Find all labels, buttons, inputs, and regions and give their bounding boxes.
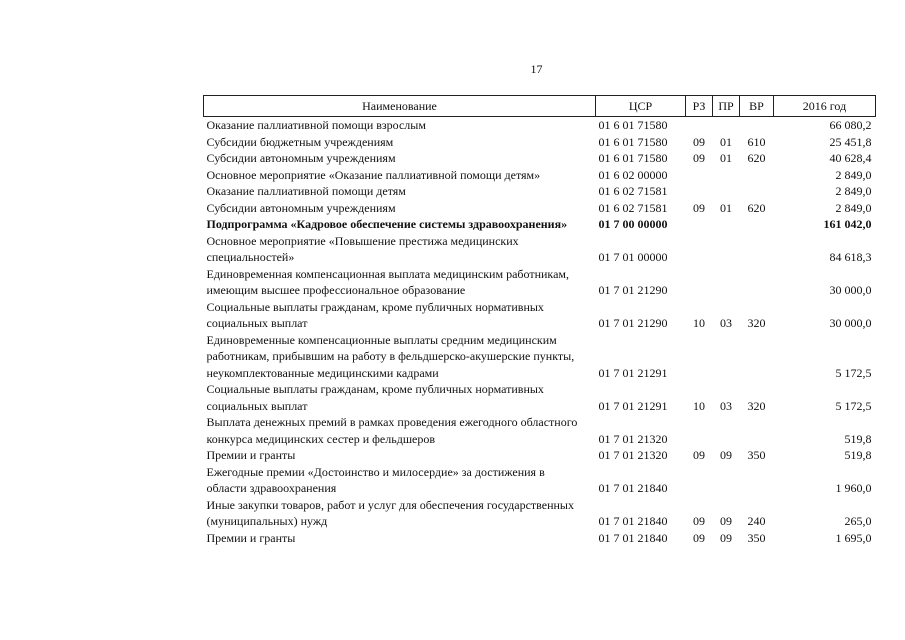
cell-csr: 01 6 01 71580 bbox=[598, 118, 668, 132]
cell-name: Основное мероприятие «Оказание паллиативной помощи детям» bbox=[206, 167, 541, 182]
cell-rz bbox=[686, 464, 713, 497]
cell-csr: 01 7 01 00000 bbox=[598, 250, 668, 264]
cell-name: Субсидии автономным учреждениям bbox=[206, 200, 396, 215]
cell-vr bbox=[740, 414, 774, 447]
cell-name: Выплата денежных премий в рамках проведения ежегодного областного конкурса медицинских сестер и фельдшеров bbox=[206, 415, 578, 446]
cell-pr: 03 bbox=[720, 316, 732, 330]
cell-csr: 01 7 01 21840 bbox=[598, 530, 668, 545]
cell-csr: 01 7 01 21840 bbox=[598, 481, 668, 495]
cell-vr bbox=[740, 332, 774, 382]
cell-pr: 01 bbox=[720, 200, 732, 215]
cell-rz: 09 bbox=[693, 151, 705, 165]
header-vr: ВР bbox=[740, 96, 774, 117]
table-body bbox=[204, 117, 876, 547]
table-row bbox=[204, 233, 876, 266]
header-year: 2016 год bbox=[774, 96, 876, 117]
cell-pr bbox=[713, 117, 740, 134]
header-pr: ПР bbox=[713, 96, 740, 117]
cell-vr bbox=[740, 183, 774, 200]
cell-csr: 01 7 01 21290 bbox=[598, 283, 668, 297]
cell-rz: 09 bbox=[693, 200, 705, 215]
table-row bbox=[204, 299, 876, 332]
cell-amount: 2 849,0 bbox=[835, 167, 872, 182]
cell-name: Субсидии бюджетным учреждениям bbox=[206, 134, 394, 149]
cell-name: Социальные выплаты гражданам, кроме публичных нормативных социальных выплат bbox=[206, 299, 544, 330]
cell-amount: 25 451,8 bbox=[829, 134, 872, 149]
table-row bbox=[204, 332, 876, 382]
cell-rz: 09 bbox=[693, 134, 705, 149]
cell-rz: 09 bbox=[693, 530, 705, 545]
cell-rz bbox=[686, 216, 713, 233]
header-csr: ЦСР bbox=[596, 96, 686, 117]
cell-csr: 01 6 02 71581 bbox=[598, 184, 668, 198]
cell-pr bbox=[713, 414, 740, 447]
cell-rz bbox=[686, 266, 713, 299]
cell-name: Подпрограмма «Кадровое обеспечение системы здравоохранения» bbox=[206, 217, 568, 231]
cell-csr: 01 7 01 21320 bbox=[598, 448, 668, 462]
cell-vr bbox=[740, 216, 774, 233]
cell-pr: 01 bbox=[720, 134, 732, 149]
cell-vr bbox=[740, 167, 774, 184]
cell-rz: 09 bbox=[693, 448, 705, 462]
table-row bbox=[204, 381, 876, 414]
cell-vr: 350 bbox=[747, 448, 766, 462]
cell-amount: 519,8 bbox=[844, 431, 872, 446]
cell-vr: 240 bbox=[747, 514, 766, 528]
cell-amount: 30 000,0 bbox=[829, 283, 872, 297]
cell-name: Премии и гранты bbox=[206, 448, 296, 462]
cell-pr: 09 bbox=[720, 514, 732, 528]
cell-amount: 5 172,5 bbox=[835, 365, 872, 380]
cell-pr bbox=[713, 233, 740, 266]
cell-rz: 09 bbox=[693, 514, 705, 528]
cell-amount: 5 172,5 bbox=[835, 398, 872, 413]
table-row bbox=[204, 150, 876, 167]
cell-vr: 620 bbox=[747, 151, 766, 165]
cell-vr bbox=[740, 117, 774, 134]
cell-rz bbox=[686, 233, 713, 266]
table-row bbox=[204, 167, 876, 184]
cell-pr: 01 bbox=[720, 151, 732, 165]
cell-vr: 320 bbox=[747, 398, 766, 413]
cell-vr bbox=[740, 464, 774, 497]
cell-pr bbox=[713, 332, 740, 382]
table-row bbox=[204, 266, 876, 299]
cell-pr bbox=[713, 464, 740, 497]
cell-csr: 01 7 00 00000 bbox=[598, 217, 668, 231]
table-row bbox=[204, 216, 876, 233]
cell-name: Премии и гранты bbox=[206, 530, 296, 545]
cell-name: Оказание паллиативной помощи детям bbox=[206, 184, 406, 198]
cell-name: Единовременная компенсационная выплата медицинским работникам, имеющим высшее профессиональное образование bbox=[206, 266, 569, 297]
table-row bbox=[204, 447, 876, 464]
cell-amount: 1 960,0 bbox=[835, 481, 872, 495]
cell-amount: 265,0 bbox=[844, 514, 872, 528]
cell-amount: 30 000,0 bbox=[829, 316, 872, 330]
table-row bbox=[204, 464, 876, 497]
cell-rz: 10 bbox=[693, 398, 705, 413]
header-name: Наименование bbox=[204, 96, 596, 117]
cell-csr: 01 7 01 21320 bbox=[598, 431, 668, 446]
cell-amount: 1 695,0 bbox=[835, 530, 872, 545]
table-row bbox=[204, 497, 876, 530]
table-row bbox=[204, 530, 876, 547]
cell-amount: 84 618,3 bbox=[829, 250, 872, 264]
cell-name: Социальные выплаты гражданам, кроме публичных нормативных социальных выплат bbox=[206, 382, 544, 413]
cell-amount: 2 849,0 bbox=[835, 200, 872, 215]
cell-rz bbox=[686, 332, 713, 382]
cell-name: Единовременные компенсационные выплаты средним медицинским работникам, прибывшим на работу в фельдшерско-акушерские пункты, неукомплектованные медицинскими кадрами bbox=[206, 332, 575, 380]
cell-name: Основное мероприятие «Повышение престижа медицинских специальностей» bbox=[206, 233, 519, 264]
header-rz: РЗ bbox=[686, 96, 713, 117]
cell-vr: 350 bbox=[747, 530, 766, 545]
cell-name: Субсидии автономным учреждениям bbox=[206, 151, 396, 165]
cell-pr bbox=[713, 266, 740, 299]
cell-vr: 610 bbox=[747, 134, 766, 149]
cell-csr: 01 6 01 71580 bbox=[598, 134, 668, 149]
table-row bbox=[204, 134, 876, 151]
cell-name: Ежегодные премии «Достоинство и милосердие» за достижения в области здравоохранения bbox=[206, 464, 545, 495]
cell-csr: 01 7 01 21290 bbox=[598, 316, 668, 330]
cell-csr: 01 6 01 71580 bbox=[598, 151, 668, 165]
budget-table bbox=[203, 95, 876, 546]
cell-vr bbox=[740, 233, 774, 266]
cell-amount: 2 849,0 bbox=[835, 184, 872, 198]
cell-csr: 01 7 01 21840 bbox=[598, 514, 668, 528]
cell-pr bbox=[713, 167, 740, 184]
table-header bbox=[204, 96, 876, 117]
cell-rz bbox=[686, 167, 713, 184]
cell-vr: 320 bbox=[747, 316, 766, 330]
cell-amount: 161 042,0 bbox=[823, 217, 872, 231]
cell-vr bbox=[740, 266, 774, 299]
cell-pr: 09 bbox=[720, 448, 732, 462]
cell-csr: 01 7 01 21291 bbox=[598, 365, 668, 380]
cell-pr bbox=[713, 216, 740, 233]
cell-rz bbox=[686, 414, 713, 447]
cell-csr: 01 6 02 00000 bbox=[598, 167, 668, 182]
cell-csr: 01 7 01 21291 bbox=[598, 398, 668, 413]
table-row bbox=[204, 200, 876, 217]
table-row bbox=[204, 183, 876, 200]
page-number: 17 bbox=[530, 62, 543, 76]
cell-name: Оказание паллиативной помощи взрослым bbox=[206, 118, 426, 132]
cell-rz bbox=[686, 117, 713, 134]
cell-pr: 03 bbox=[720, 398, 732, 413]
cell-amount: 66 080,2 bbox=[829, 118, 872, 132]
cell-name: Иные закупки товаров, работ и услуг для обеспечения государственных (муниципальных) нужд bbox=[206, 497, 574, 528]
cell-rz bbox=[686, 183, 713, 200]
table-row bbox=[204, 414, 876, 447]
cell-amount: 519,8 bbox=[844, 448, 872, 462]
cell-amount: 40 628,4 bbox=[829, 151, 872, 165]
table-row bbox=[204, 117, 876, 134]
cell-rz: 10 bbox=[693, 316, 705, 330]
cell-pr: 09 bbox=[720, 530, 732, 545]
cell-vr: 620 bbox=[747, 200, 766, 215]
cell-csr: 01 6 02 71581 bbox=[598, 200, 668, 215]
cell-pr bbox=[713, 183, 740, 200]
